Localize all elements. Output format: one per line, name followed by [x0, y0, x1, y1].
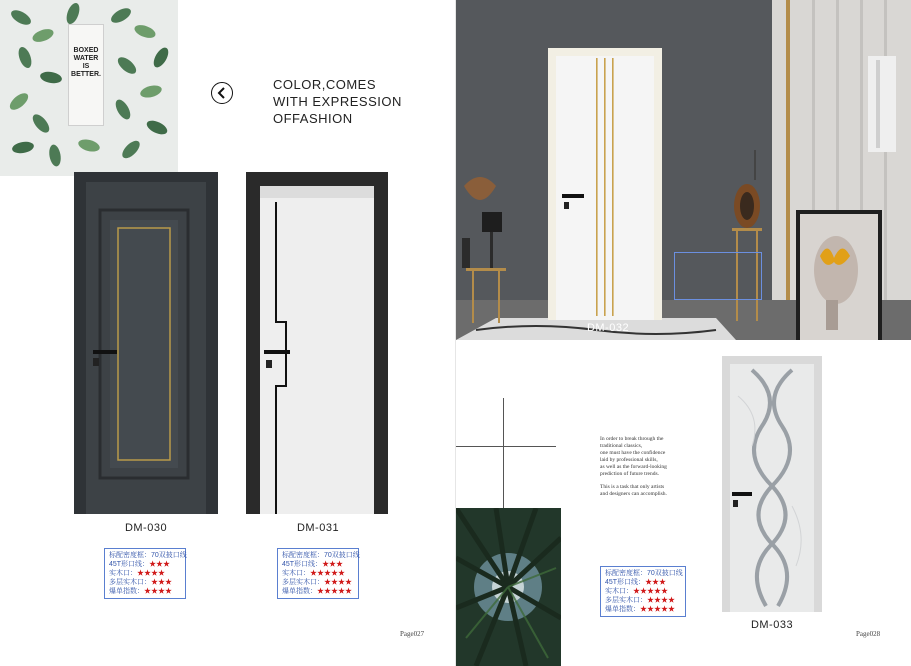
forest-photo — [456, 508, 561, 666]
page-number-left: Page027 — [400, 630, 425, 638]
door-dm-033 — [722, 356, 822, 612]
model-label-dm-033: DM-033 — [750, 619, 794, 631]
leaves-photo — [0, 0, 178, 176]
spec-box-dm-030: 标配密度框：70双披口线 45T形口线：★★★ 实木口：★★★★ 多层实木口：★★★ 爆单指数：★★★★ — [104, 548, 186, 599]
model-label-dm-032: DM-032 — [586, 322, 630, 334]
carton-text: BOXED WATER IS BETTER. — [71, 47, 101, 78]
chevron-left-icon — [216, 87, 228, 99]
spec-box-dm-033: 标配密度框：70双披口线 45T形口线：★★★ 实木口：★★★★★ 多层实木口：★★★★ 爆单指数：★★★★★ — [600, 566, 686, 617]
room-photo — [456, 0, 911, 340]
brand-paragraph: In order to break through the traditional classics, one must have the confidence laid by professional skills, as well as the forward-looking prediction of future trends. This is a task that only artists and designers can accomplish. — [600, 436, 667, 497]
vertical-line — [503, 398, 504, 508]
back-button[interactable] — [211, 82, 233, 104]
door-dm-030 — [74, 172, 218, 514]
door-dm-031 — [246, 172, 388, 514]
model-label-dm-031: DM-031 — [296, 522, 340, 534]
horizontal-line — [456, 446, 556, 447]
page-number-right: Page028 — [856, 630, 881, 638]
water-carton — [68, 24, 104, 126]
headline: COLOR,COMES WITH EXPRESSION OFFASHION — [273, 77, 402, 126]
spec-box-dm-031: 标配密度框：70双披口线 45T形口线：★★★ 实木口：★★★★★ 多层实木口：★★★★ 爆单指数：★★★★★ — [277, 548, 359, 599]
door-spec-overlay — [674, 252, 762, 300]
model-label-dm-030: DM-030 — [124, 522, 168, 534]
